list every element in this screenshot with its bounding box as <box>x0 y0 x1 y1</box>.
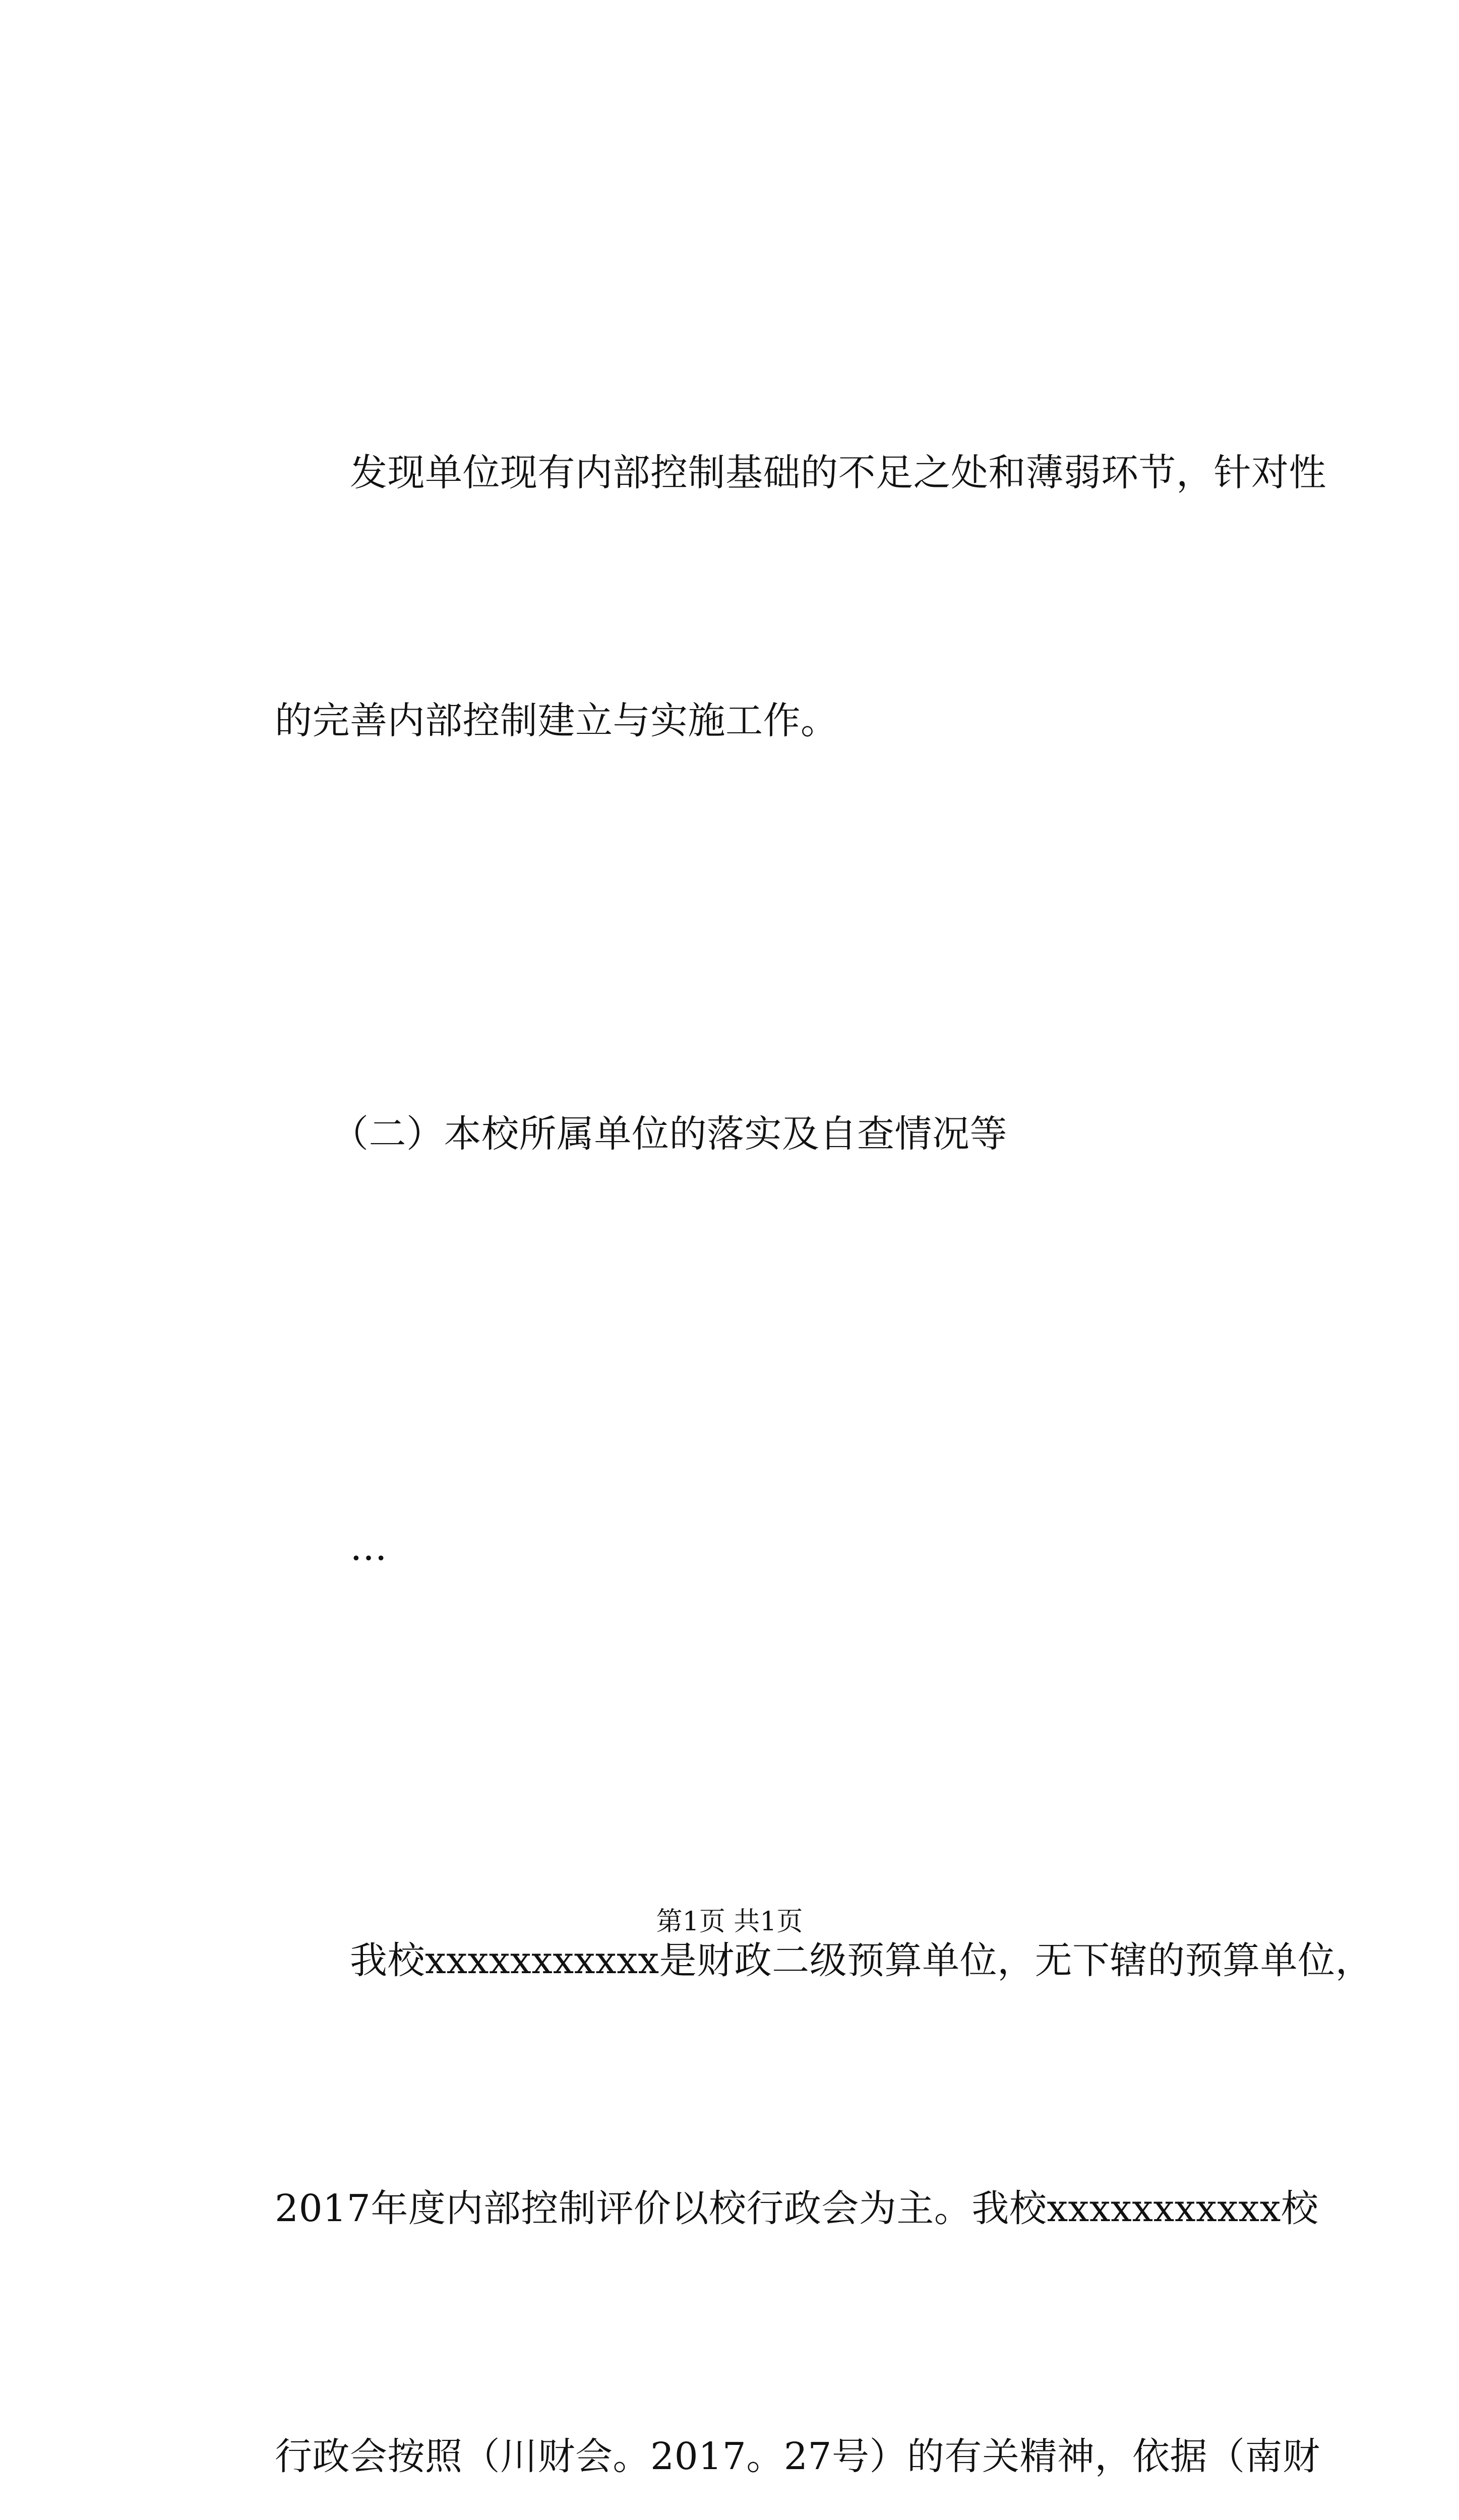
text-line: 我校xxxxxxxxxxx是财政二级预算单位，无下辖的预算单位， <box>275 1939 1373 1982</box>
heading-line: （二）本校所属单位的落实及自查情况等 <box>275 1112 1007 1156</box>
ellipsis-line <box>275 1341 1275 1754</box>
paragraph-evaluation <box>275 1754 1373 2520</box>
text-line: 的完善内部控制建立与实施工作。 <box>275 699 838 742</box>
document-body <box>275 266 1373 2520</box>
text-line: … <box>275 1526 388 1569</box>
text-line: 发现单位现有内部控制基础的不足之处和薄弱环节，针对性 <box>275 451 1326 494</box>
paragraph-intro <box>275 266 1326 927</box>
text-line: 行政会按照（川财会。2017。27号）的有关精神，依据（南财 <box>275 2435 1320 2478</box>
text-line: 2017年度内部控制评价以校行政会为主。我校xxxxxxxxxxx校 <box>275 2187 1319 2230</box>
section-heading <box>275 927 1275 1341</box>
page-footer: 第1页 共1页 <box>656 1907 803 1937</box>
